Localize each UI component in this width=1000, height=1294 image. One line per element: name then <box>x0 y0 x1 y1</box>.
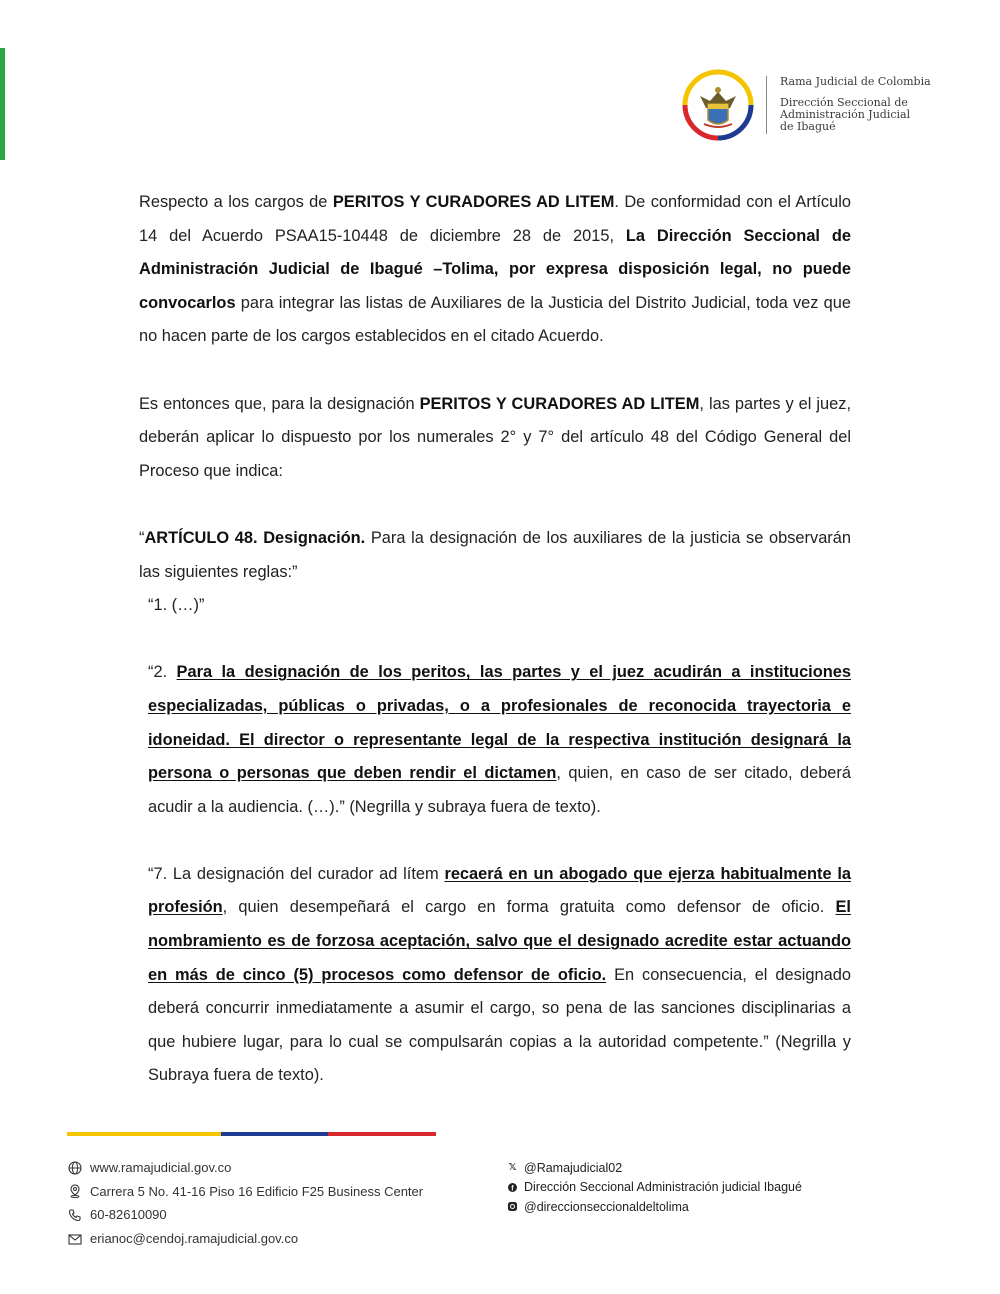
phone-icon <box>67 1207 83 1223</box>
org-line-3: Administración Judicial <box>780 108 911 121</box>
paragraph-1: Respecto a los cargos de PERITOS Y CURADORES AD LITEM. De conformidad con el Artículo 14 del Acuerdo PSAA15-10448 de diciembre 28 de 2015, La Dirección Seccional de Administración Judicial de Ibagué –Tolima, por expresa disposición legal, no puede convocarlos para integrar las listas de Auxiliares de la Justicia del Distrito Judicial, toda vez que no hacen parte de los cargos establecidos en el citado Acuerdo. <box>139 193 851 346</box>
left-accent-bar <box>0 48 5 160</box>
footer-contact <box>67 1156 423 1250</box>
footer-x[interactable]: 𝕏 @Ramajudicial02 <box>508 1160 623 1175</box>
footer-email[interactable]: erianoc@cendoj.ramajudicial.gov.co <box>67 1227 423 1251</box>
footer-address: Carrera 5 No. 41-16 Piso 16 Edificio F25 Business Center <box>67 1180 423 1204</box>
footer-instagram[interactable]: @direccionseccionaldeltolima <box>507 1197 802 1217</box>
instagram-icon <box>507 1201 518 1212</box>
paragraph-2: Es entonces que, para la designación PERITOS Y CURADORES AD LITEM, las partes y el juez, deberán aplicar lo dispuesto por los numerales 2° y 7° del artículo 48 del Código General del Proceso que indica: <box>139 394 852 480</box>
document-body <box>139 186 851 1093</box>
flag-stripe <box>67 1132 436 1136</box>
footer-phone[interactable]: 60-82610090 <box>67 1203 423 1227</box>
org-line-2: Dirección Seccional de <box>780 96 908 109</box>
org-line-4: de Ibagué <box>780 120 836 133</box>
mail-icon <box>67 1231 83 1247</box>
header-divider <box>766 76 767 134</box>
numeral-2: “2. Para la designación de los peritos, las partes y el juez acudirán a instituciones especializadas, públicas o privadas, o a profesionales de reconocida trayectoria e idoneidad. El director o representante legal de la respectiva institución designará la persona o personas que deben rendir el dictamen, quien, en caso de ser citado, deberá acudir a la audiencia. (…).” (Negrilla y subraya fuera de texto). <box>148 663 851 816</box>
location-icon <box>67 1183 83 1199</box>
organization-name <box>780 76 931 133</box>
coat-of-arms-icon <box>678 68 758 142</box>
footer-social <box>507 1158 802 1217</box>
svg-text:f: f <box>511 1185 514 1192</box>
footer-facebook[interactable]: f Dirección Seccional Administración judicial Ibagué <box>507 1178 802 1198</box>
footer-website[interactable]: www.ramajudicial.gov.co <box>67 1156 423 1180</box>
globe-icon <box>67 1160 83 1176</box>
numeral-7: “7. La designación del curador ad lítem recaerá en un abogado que ejerza habitualmente la profesión, quien desempeñará el cargo en forma gratuita como defensor de oficio. El nombramiento es de forzosa aceptación, salvo que el designado acredite estar actuando en más de cinco (5) procesos como defensor de oficio. En consecuencia, el designado deberá concurrir inmediatamente a asumir el cargo, so pena de las sanciones disciplinarias a que hubiere lugar, para lo cual se compulsarán copias a la autoridad competente.” (Negrilla y Subraya fuera de texto). <box>148 864 851 1085</box>
facebook-icon <box>507 1182 518 1193</box>
x-icon: 𝕏 <box>508 1162 517 1174</box>
numeral-1: “1. (…)” <box>148 596 205 615</box>
org-line-1: Rama Judicial de Colombia <box>780 75 931 88</box>
article-48-intro: “ARTÍCULO 48. Designación. Para la designación de los auxiliares de la justicia se observarán las siguientes reglas:” <box>139 528 852 581</box>
